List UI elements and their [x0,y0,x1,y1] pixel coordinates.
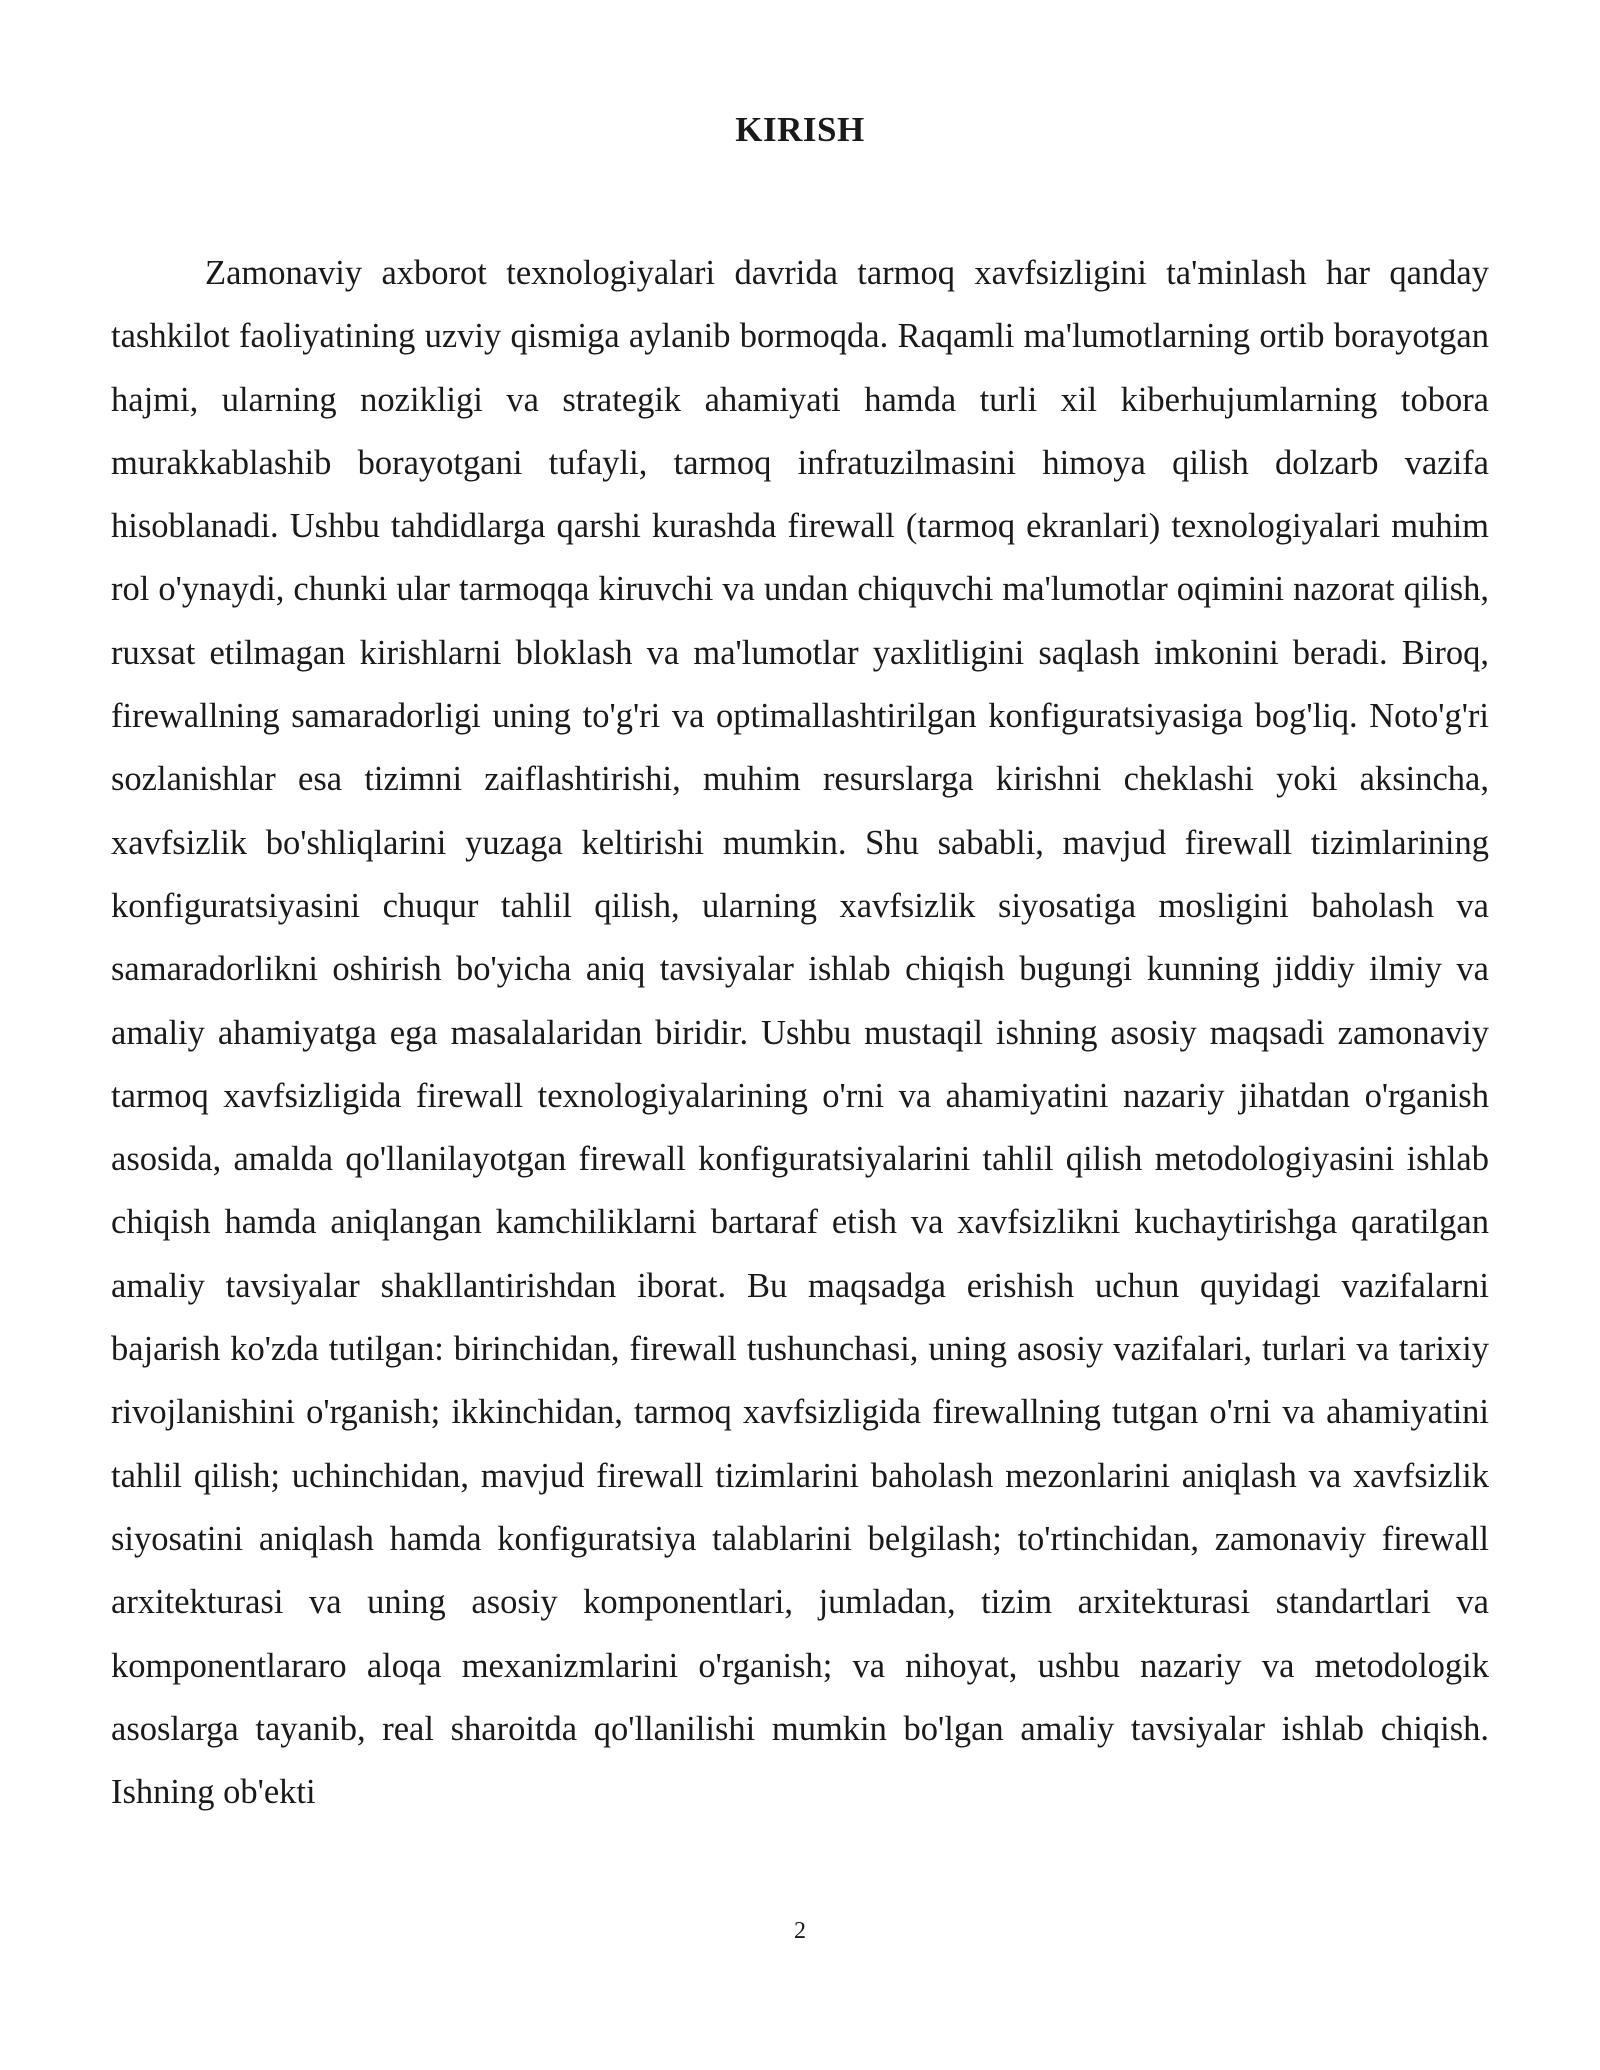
page-number: 2 [794,1918,806,1944]
body-paragraph: Zamonaviy axborot texnologiyalari davrida tarmoq xavfsizligini ta'minlash har qanday tashkilot faoliyatining uzviy qismiga aylanib bormoqda. Raqamli ma'lumotlarning ortib borayotgan hajmi, ularning nozikligi va strategik ahamiyati hamda turli xil kiberhujumlarning tobora murakkablashib borayotgani tufayli, tarmoq infratuzilmasini himoya qilish dolzarb vazifa hisoblanadi. Ushbu tahdidlarga qarshi kurashda firewall (tarmoq ekranlari) texnologiyalari muhim rol o'ynaydi, chunki ular tarmoqqa kiruvchi va undan chiquvchi ma'lumotlar oqimini nazorat qilish, ruxsat etilmagan kirishlarni bloklash va ma'lumotlar yaxlitligini saqlash imkonini beradi. Biroq, firewallning samaradorligi uning to'g'ri va optimallashtirilgan konfiguratsiyasiga bog'liq. Noto'g'ri sozlanishlar esa tizimni zaiflashtirishi, muhim resurslarga kirishni cheklashi yoki aksincha, xavfsizlik bo'shliqlarini yuzaga keltirishi mumkin. Shu sababli, mavjud firewall tizimlarining konfiguratsiyasini chuqur tahlil qilish, ularning xavfsizlik siyosatiga mosligini baholash va samaradorlikni oshirish bo'yicha aniq tavsiyalar ishlab chiqish bugungi kunning jiddiy ilmiy va amaliy ahamiyatga ega masalalaridan biridir. Ushbu mustaqil ishning asosiy maqsadi zamonaviy tarmoq xavfsizligida firewall texnologiyalarining o'rni va ahamiyatini nazariy jihatdan o'rganish asosida, amalda qo'llanilayotgan firewall konfiguratsiyalarini tahlil qilish metodologiyasini ishlab chiqish hamda aniqlangan kamchiliklarni bartaraf etish va xavfsizlikni kuchaytirishga qaratilgan amaliy tavsiyalar shakllantirishdan iborat. Bu maqsadga erishish uchun quyidagi vazifalarni bajarish ko'zda tutilgan: birinchidan, firewall tushunchasi, uning asosiy vazifalari, turlari va tarixiy rivojlanishini o'rganish; ikkinchidan, tarmoq xavfsizligida firewallning tutgan o'rni va ahamiyatini tahlil qilish; uchinchidan, mavjud firewall tizimlarini baholash mezonlarini aniqlash va xavfsizlik siyosatini aniqlash hamda konfiguratsiya talablarini belgilash; to'rtinchidan, zamonaviy firewall arxitekturasi va uning asosiy komponentlari, jumladan, tizim arxitekturasi standartlari va komponentlararo aloqa mexanizmlarini o'rganish; va nihoyat, ushbu nazariy va metodologik asoslarga tayanib, real sharoitda qo'llanilishi mumkin bo'lgan amaliy tavsiyalar ishlab chiqish. Ishning ob'ekti [111,254,1489,1812]
page-title: KIRISH [735,110,865,149]
